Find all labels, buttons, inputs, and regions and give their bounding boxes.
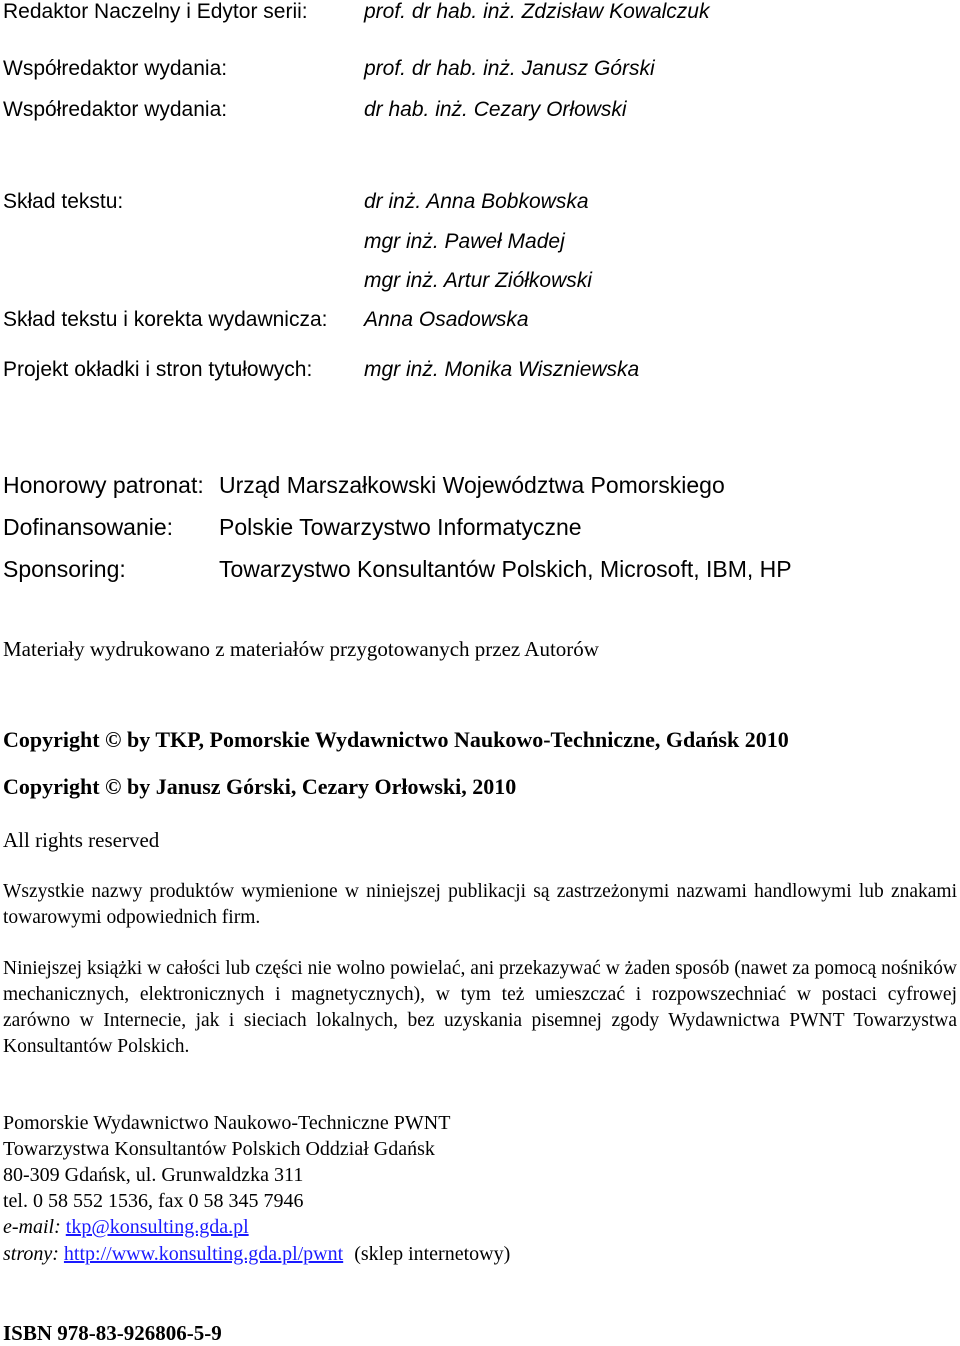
copyright-line-1: Copyright © by TKP, Pomorskie Wydawnictwo Naukowo-Techniczne, Gdańsk 2010 (3, 727, 789, 752)
credit-value-typesetting-2: mgr inż. Paweł Madej (364, 230, 565, 253)
patronage-label-funding: Dofinansowanie: (3, 514, 174, 540)
credit-value-cover-design: mgr inż. Monika Wiszniewska (364, 358, 640, 381)
credit-value-coeditor-1: prof. dr hab. inż. Janusz Górski (364, 57, 655, 80)
patronage-label-honorary: Honorowy patronat: (3, 472, 204, 498)
publisher-email-row (3, 1216, 249, 1239)
credit-value-editor-in-chief: prof. dr hab. inż. Zdzisław Kowalczuk (364, 0, 710, 23)
credit-value-typesetting-3: mgr inż. Artur Ziółkowski (364, 269, 592, 292)
credit-value-coeditor-2: dr hab. inż. Cezary Orłowski (364, 98, 627, 121)
publisher-name: Pomorskie Wydawnictwo Naukowo-Techniczne PWNT (3, 1112, 451, 1134)
reproduction-note: Niniejszej książki w całości lub części nie wolno powielać, ani przekazywać w żaden sposób (nawet za pomocą nośników mechanicznych, elektronicznych i magnetycznych), w tym też umieszczać i rozpowszechniać w postaci cyfrowej zarówno w Internecie, jak i sieciach lokalnych, bez uzyskania pisemnej zgody Wydawnictwa PWNT Towarzystwa Konsultantów Polskich. (3, 958, 957, 1057)
credit-label-coeditor-2: Współredaktor wydania: (3, 98, 228, 121)
publisher-phone: tel. 0 58 552 1536, fax 0 58 345 7946 (3, 1190, 304, 1212)
materials-note: Materiały wydrukowano z materiałów przygotowanych przez Autorów (3, 637, 599, 661)
trademarks-note: Wszystkie nazwy produktów wymienione w niniejszej publikacji są zastrzeżonymi nazwami handlowymi lub znakami towarowymi odpowiednich firm. (3, 881, 957, 928)
publisher-branch: Towarzystwa Konsultantów Polskich Oddział Gdańsk (3, 1138, 435, 1160)
www-link[interactable]: http://www.konsulting.gda.pl/pwnt (63, 1243, 344, 1265)
copyright-line-2: Copyright © by Janusz Górski, Cezary Orłowski, 2010 (3, 774, 517, 799)
patronage-value-sponsoring: Towarzystwo Konsultantów Polskich, Microsoft, IBM, HP (219, 556, 792, 582)
email-link[interactable]: tkp@konsulting.gda.pl (65, 1216, 249, 1238)
email-label: e-mail: (3, 1216, 61, 1238)
isbn: ISBN 978-83-926806-5-9 (3, 1321, 222, 1345)
credit-label-coeditor-1: Współredaktor wydania: (3, 57, 228, 80)
patronage-label-sponsoring: Sponsoring: (3, 556, 126, 582)
patronage-value-funding: Polskie Towarzystwo Informatyczne (219, 514, 582, 540)
credit-label-proofreading: Skład tekstu i korekta wydawnicza: (3, 308, 328, 331)
www-label: strony: (3, 1243, 59, 1265)
credit-label-typesetting: Skład tekstu: (3, 190, 124, 213)
credit-label-editor-in-chief: Redaktor Naczelny i Edytor serii: (3, 0, 308, 23)
credit-value-proofreading: Anna Osadowska (364, 308, 529, 331)
publisher-www-row (3, 1243, 510, 1266)
www-note: (sklep internetowy) (354, 1243, 511, 1265)
publisher-street: 80-309 Gdańsk, ul. Grunwaldzka 311 (3, 1164, 304, 1186)
credit-label-cover-design: Projekt okładki i stron tytułowych: (3, 358, 313, 381)
credit-value-typesetting-1: dr inż. Anna Bobkowska (364, 190, 589, 213)
patronage-value-honorary: Urząd Marszałkowski Województwa Pomorskiego (219, 472, 725, 498)
all-rights-reserved: All rights reserved (3, 828, 160, 852)
